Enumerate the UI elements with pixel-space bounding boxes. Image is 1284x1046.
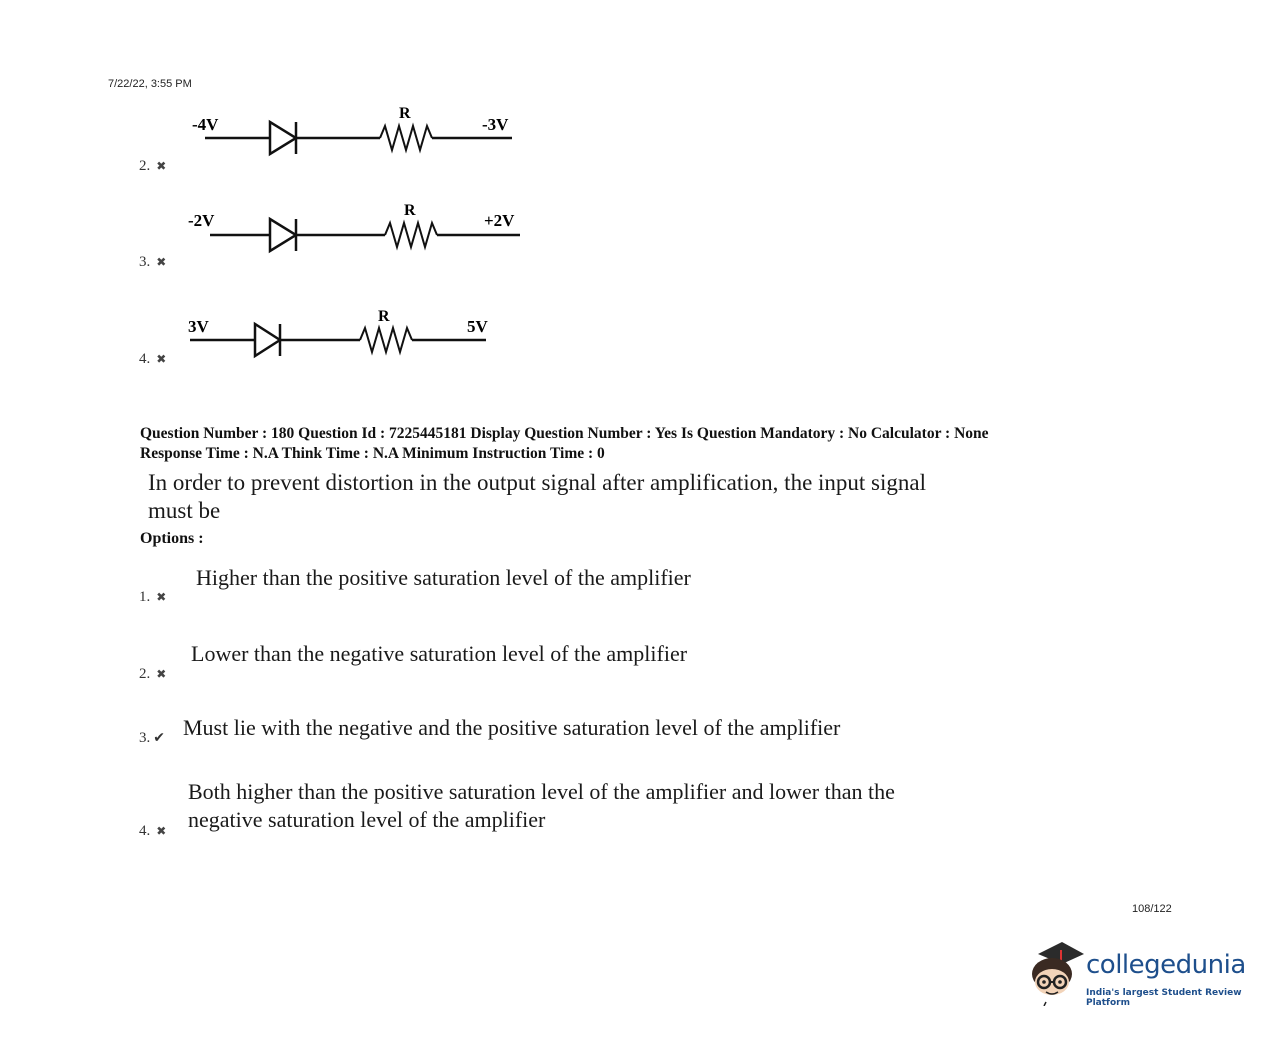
option-number: 2. [139, 158, 151, 174]
left-voltage-label: -2V [188, 211, 215, 230]
brand-name: collegedunia [1086, 950, 1246, 980]
resistor-icon [380, 126, 432, 150]
print-timestamp: 7/22/22, 3:55 PM [108, 78, 192, 90]
option-number: 4. [139, 351, 151, 367]
question-meta-line-2: Response Time : N.A Think Time : N.A Minimum Instruction Time : 0 [140, 445, 605, 462]
option-text: Higher than the positive saturation level of the amplifier [196, 565, 691, 590]
page-number: 108/122 [1132, 903, 1172, 915]
resistor-icon [360, 328, 412, 352]
option-text: Lower than the negative saturation level of the amplifier [191, 641, 688, 666]
diode-icon [270, 122, 296, 154]
wrong-mark-icon: ✖ [156, 159, 167, 173]
right-voltage-label: 5V [467, 317, 488, 336]
option-number: 3. [139, 730, 151, 746]
question-meta-line-1: Question Number : 180 Question Id : 7225445181 Display Question Number : Yes Is Question Mandatory : No Calculator : None [140, 425, 989, 442]
left-voltage-label: 3V [188, 317, 209, 336]
resistor-label: R [404, 202, 416, 219]
wrong-mark-icon: ✖ [156, 667, 167, 681]
resistor-icon [385, 223, 437, 247]
resistor-label: R [399, 105, 411, 122]
wrong-mark-icon: ✖ [156, 590, 167, 604]
option-text: Both higher than the positive saturation level of the amplifier and lower than the negative saturation level of the amplifier [188, 779, 895, 832]
diode-resistor-circuit [180, 98, 540, 162]
right-voltage-label: +2V [484, 211, 515, 230]
wrong-mark-icon: ✖ [156, 352, 167, 366]
diode-icon [255, 324, 280, 356]
option-number: 1. [139, 589, 151, 605]
resistor-label: R [378, 308, 390, 325]
option-number: 2. [139, 666, 151, 682]
option-number: 3. [139, 254, 151, 270]
collegedunia-mascot-icon [1024, 940, 1084, 1006]
wrong-mark-icon: ✖ [156, 255, 167, 269]
question-text: In order to prevent distortion in the output signal after amplification, the input signal must be [148, 470, 926, 523]
wrong-mark-icon: ✖ [156, 824, 167, 838]
left-voltage-label: -4V [192, 115, 219, 134]
right-voltage-label: -3V [482, 115, 509, 134]
option-number: 4. [139, 823, 151, 839]
correct-check-icon: ✔ [153, 730, 165, 746]
options-label: Options : [140, 530, 204, 547]
diode-icon [270, 219, 296, 251]
brand-tagline: India's largest Student Review Platform [1086, 988, 1242, 1008]
question-meta [140, 424, 989, 464]
diode-resistor-circuit [180, 300, 510, 364]
diode-resistor-circuit [180, 195, 540, 259]
option-text: Must lie with the negative and the positive saturation level of the amplifier [183, 715, 841, 740]
